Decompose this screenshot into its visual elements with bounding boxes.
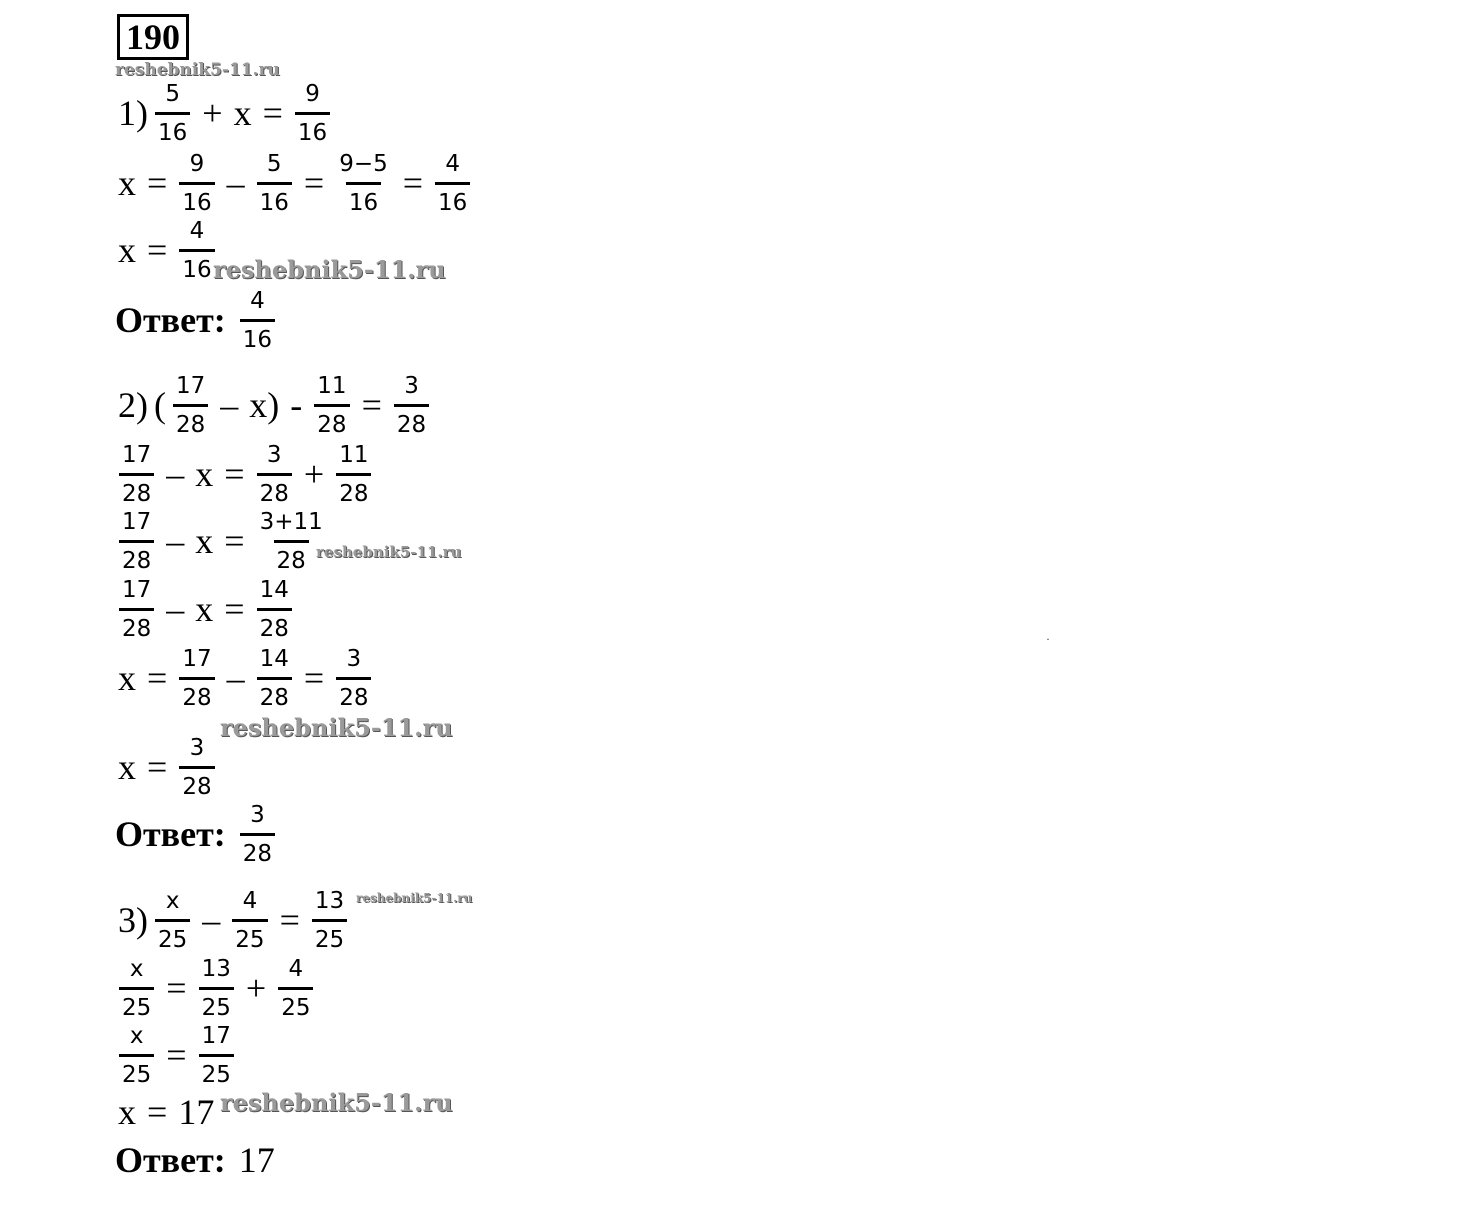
denominator: 25 [119,987,154,1022]
fraction [173,372,208,439]
operator: – [202,900,221,940]
expression-text: x [118,1092,136,1132]
fraction [179,734,214,801]
fraction [240,801,275,868]
answer-line [115,286,279,354]
fraction [314,372,349,439]
fraction [232,887,267,954]
equation-line [115,149,474,217]
fraction [179,217,214,284]
answer-label: Ответ: [115,1140,226,1180]
numerator: 4 [250,287,265,314]
denominator: 28 [179,766,214,801]
denominator: 28 [179,677,214,712]
fraction [119,955,154,1022]
numerator: 4 [242,887,258,914]
operator: – [226,658,245,698]
denominator: 25 [312,919,347,954]
numerator: 14 [259,645,289,672]
equation-line [115,575,296,643]
denominator: 25 [155,919,190,954]
answer-line [115,800,279,868]
fraction [257,508,326,575]
numerator: 3 [266,441,282,468]
numerator: 4 [445,150,460,177]
denominator: 28 [336,473,371,508]
operator: = [224,521,245,561]
numerator: 9 [189,150,205,177]
numerator: 4 [288,955,304,982]
operator: = [402,163,424,203]
expression-text: x [118,163,136,203]
numerator: 11 [339,441,369,468]
watermark: reshebnik5-11.ru [213,255,446,284]
fraction [336,645,371,712]
numerator: 5 [165,80,180,107]
operator: + [245,968,267,1008]
expression-text: x) [249,385,280,425]
fraction [179,150,214,217]
denominator: 28 [240,833,275,868]
operator: = [147,163,168,203]
operator: – [166,521,185,561]
fraction [435,150,470,217]
numerator: 4 [189,217,205,244]
fraction [257,645,292,712]
expression-text: 3) [118,900,148,940]
operator: – [220,385,239,425]
fraction [257,441,292,508]
numerator: 9−5 [339,150,388,177]
answer-label: Ответ: [115,814,226,854]
denominator: 16 [257,182,292,217]
equation-line [115,216,219,284]
numerator: 13 [314,887,345,914]
denominator: 28 [173,404,208,439]
expression-text: 17 [238,1140,275,1180]
expression-text: x [118,658,136,698]
numerator: 14 [259,576,289,603]
operator: = [147,658,168,698]
fraction [155,887,190,954]
numerator: 17 [201,1022,231,1049]
denominator: 28 [394,404,429,439]
fraction [394,372,429,439]
fraction [257,150,292,217]
fraction [240,287,275,354]
fraction [119,576,154,643]
denominator: 28 [274,540,309,575]
expression-text: x [118,230,136,270]
fraction [295,80,330,147]
operator: + [202,93,223,133]
expression-text: x [195,521,214,561]
watermark: reshebnik5-11.ru [220,1088,453,1117]
denominator: 28 [336,677,371,712]
expression-text: ( [154,385,166,425]
equation-line [115,371,433,439]
fraction [278,955,313,1022]
denominator: 16 [240,319,275,354]
equation-line [115,886,351,954]
operator: = [166,1035,187,1075]
watermark: reshebnik5-11.ru [316,543,462,561]
operator: = [147,1092,168,1132]
denominator: 28 [119,540,154,575]
numerator: 3 [189,734,205,761]
fraction [119,508,154,575]
equation-line [115,733,219,801]
problem-number: 190 [117,14,189,60]
operator: - [290,385,303,425]
expression-text: x [118,747,136,787]
operator: = [224,589,245,629]
denominator: 25 [232,919,267,954]
numerator: 3 [346,645,362,672]
fraction [199,955,234,1022]
numerator: x [129,955,144,982]
answer-line [115,1126,278,1194]
watermark: reshebnik5-11.ru [356,891,473,905]
denominator: 16 [346,182,381,217]
operator: + [303,454,325,494]
operator: = [166,968,187,1008]
equation-line [115,79,334,147]
fraction [119,441,154,508]
operator: = [361,385,382,425]
denominator: 28 [257,677,292,712]
numerator: 11 [317,372,347,399]
denominator: 25 [278,987,313,1022]
denominator: 16 [179,249,214,284]
equation-line [115,954,317,1022]
denominator: 25 [199,987,234,1022]
fraction [336,441,371,508]
numerator: 3 [404,372,419,399]
denominator: 16 [155,112,190,147]
denominator: 28 [314,404,349,439]
expression-text: x [195,589,214,629]
denominator: 16 [435,182,470,217]
watermark: reshebnik5-11.ru [220,713,453,742]
equation-line [115,644,375,712]
denominator: 16 [295,112,330,147]
numerator: 9 [305,80,320,107]
operator: – [166,454,185,494]
stray-mark: · [1046,632,1050,646]
operator: = [224,454,245,494]
numerator: 17 [122,441,152,468]
equation-line [115,440,375,508]
expression-text: 2) [118,385,148,425]
numerator: x [165,887,180,914]
denominator: 28 [119,608,154,643]
answer-label: Ответ: [115,300,226,340]
operator: – [166,589,185,629]
fraction [155,80,190,147]
denominator: 28 [119,473,154,508]
expression-text: x [233,93,252,133]
fraction [312,887,347,954]
fraction [336,150,391,217]
denominator: 25 [119,1054,154,1089]
operator: = [303,658,325,698]
numerator: 5 [266,150,282,177]
expression-text: 1) [118,93,148,133]
expression-text: 17 [178,1092,215,1132]
fraction [179,645,214,712]
watermark: reshebnik5-11.ru [115,60,280,80]
numerator: x [129,1022,144,1049]
numerator: 3 [250,801,265,828]
numerator: 17 [122,508,152,535]
operator: – [226,163,245,203]
expression-text: x [195,454,214,494]
operator: = [147,230,168,270]
operator: = [262,93,283,133]
operator: = [303,163,325,203]
denominator: 16 [179,182,214,217]
numerator: 17 [122,576,152,603]
numerator: 17 [176,372,206,399]
operator: = [279,900,300,940]
fraction [257,576,292,643]
denominator: 25 [199,1054,234,1089]
denominator: 28 [257,608,292,643]
numerator: 3+11 [259,508,323,535]
numerator: 13 [201,955,231,982]
denominator: 28 [257,473,292,508]
numerator: 17 [182,645,212,672]
operator: = [147,747,168,787]
equation-line [115,507,330,575]
